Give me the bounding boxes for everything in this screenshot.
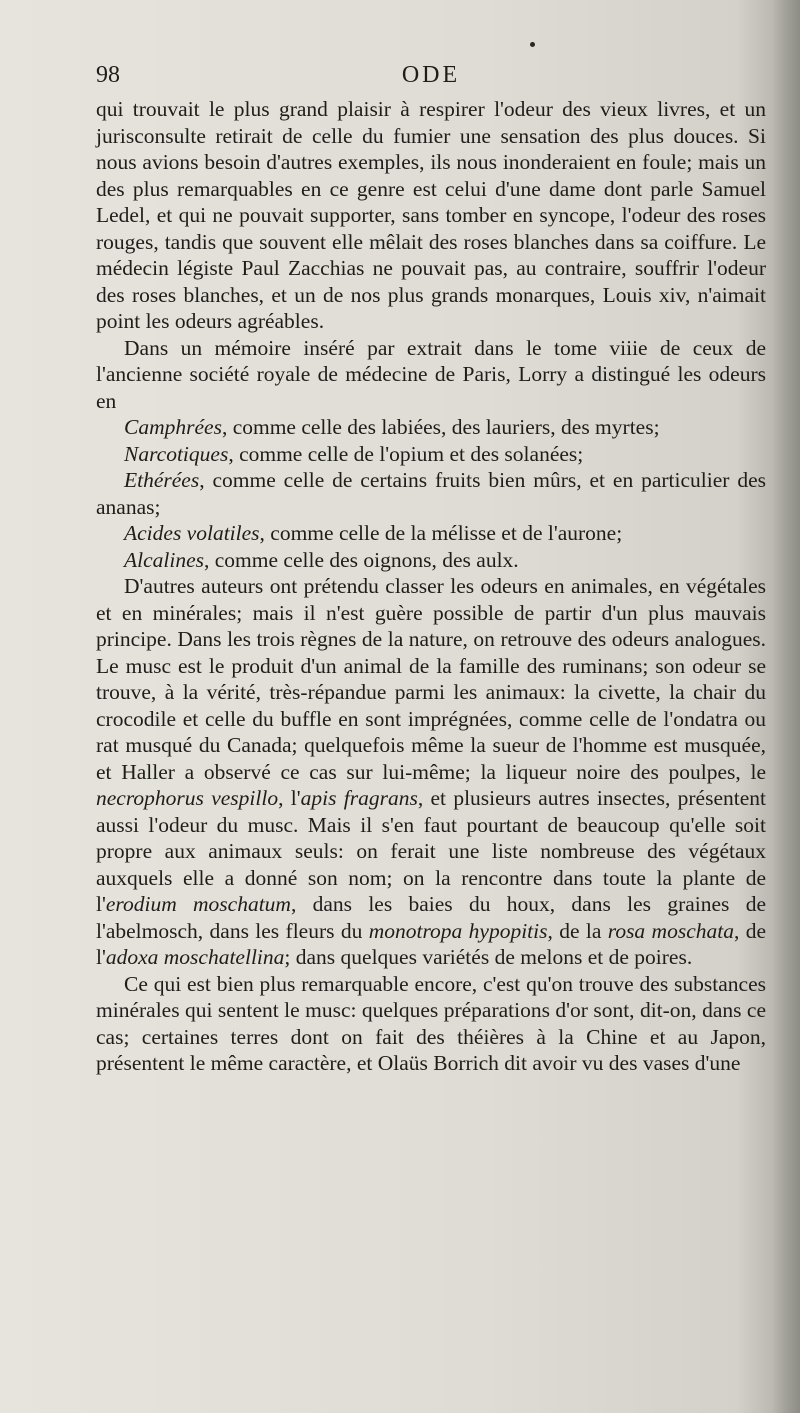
paragraph-3-text: , de la xyxy=(547,918,608,943)
list-desc: , comme celle des oignons, des aulx. xyxy=(204,547,519,572)
list-item xyxy=(96,441,766,468)
paragraph-3-text: , l' xyxy=(278,786,301,810)
species-name: necrophorus vespillo xyxy=(96,786,279,810)
list-term: Alcalines xyxy=(124,547,205,572)
paragraph-2: Dans un mémoire inséré par extrait dans le tome viiie de ceux de l'ancienne société royale de médecine de Paris, Lorry a distingué les odeurs en xyxy=(96,335,766,413)
species-name: rosa moschata xyxy=(607,918,734,943)
list-desc: , comme celle de la mélisse et de l'aurone; xyxy=(259,521,623,545)
body-text xyxy=(96,96,766,1077)
species-name: monotropa hypopitis xyxy=(368,918,548,943)
paragraph-1: qui trouvait le plus grand plaisir à respirer l'odeur des vieux livres, et un jurisconsulte retirait de celle du fumier une sensation des plus douces. Si nous avions besoin d'autres exemples, ils nous inonderaient en foule; mais un des plus remarquables en ce genre est celui d'une dame dont parle Samuel Ledel, et qui ne pouvait supporter, sans tomber en syncope, l'odeur des roses rouges, tandis que souvent elle mêlait des roses blanches dans sa coiffure. Le médecin légiste Paul Zacchias ne pouvait pas, au contraire, souffrir l'odeur des roses blanches, et un de nos plus grands monarques, Louis xiv, n'aimait point les odeurs agréables. xyxy=(96,97,766,333)
paragraph-3-text: , et plusieurs autres insectes, présentent aussi l'odeur du musc. Mais il s'en faut pourtant de beaucoup qu'elle soit propre aux animaux seuls: on ferait une liste nombreuse des végétaux auxquels elle a donné son nom; on la rencontre dans toute la plante de l' xyxy=(96,786,766,916)
list-desc: , comme celle de certains fruits bien mûrs, et en particulier des ananas; xyxy=(96,468,766,519)
list-desc: , comme celle des labiées, des lauriers, des myrtes; xyxy=(221,415,660,439)
species-name: erodium moschatum xyxy=(105,892,291,916)
paragraph-3-text: , de l' xyxy=(96,918,766,969)
list-item xyxy=(96,414,766,441)
running-title: ODE xyxy=(401,62,461,88)
list-item xyxy=(96,547,766,574)
paragraph-3-text: D'autres auteurs ont prétendu classer les odeurs en animales, en végétales et en minérales; mais il n'est guère possible de partir d'un plus mauvais principe. Dans les trois règnes de la nature, on retrouve des odeurs analogues. Le musc est le produit d'un animal de la famille des ruminans; son odeur se trouve, à la vérité, très-répandue parmi les animaux: la civette, la chair du crocodile et celle du buffle en sont imprégnées, comme celle de l'ondatra ou rat musqué du Canada; quelquefois même la sueur de l'homme est musquée, et Haller a observé ce cas sur lui-même; la liqueur noire des poulpes, le xyxy=(96,574,766,784)
list-item xyxy=(96,520,766,547)
page-edge-shadow xyxy=(772,0,800,1413)
paragraph-3-text: ; dans quelques variétés de melons et de poires. xyxy=(284,945,693,969)
list-term: Acides volatiles xyxy=(124,521,260,545)
page-number: 98 xyxy=(96,62,120,88)
paragraph-3 xyxy=(96,573,766,971)
list-item xyxy=(96,467,766,520)
ink-dot xyxy=(530,42,535,47)
list-term: Narcotiques xyxy=(124,441,229,466)
paragraph-4: Ce qui est bien plus remarquable encore, c'est qu'on trouve des substances minérales qui sentent le musc: quelques préparations d'or sont, dit-on, dans ce cas; certaines terres dont on fait des théières à la Chine et au Japon, présentent le même caractère, et Olaüs Borrich dit avoir vu des vases d'une xyxy=(96,971,766,1075)
list-desc: , comme celle de l'opium et des solanées; xyxy=(228,441,584,466)
species-name: apis fragrans xyxy=(300,786,418,810)
page-header xyxy=(96,62,766,96)
list-term: Camphrées xyxy=(124,415,222,439)
species-name: adoxa moschatellina xyxy=(105,945,285,969)
list-term: Ethérées xyxy=(124,468,200,492)
paragraph-3-text: , dans les baies du houx, dans les graines de l'abelmosch, dans les fleurs du xyxy=(96,892,766,943)
